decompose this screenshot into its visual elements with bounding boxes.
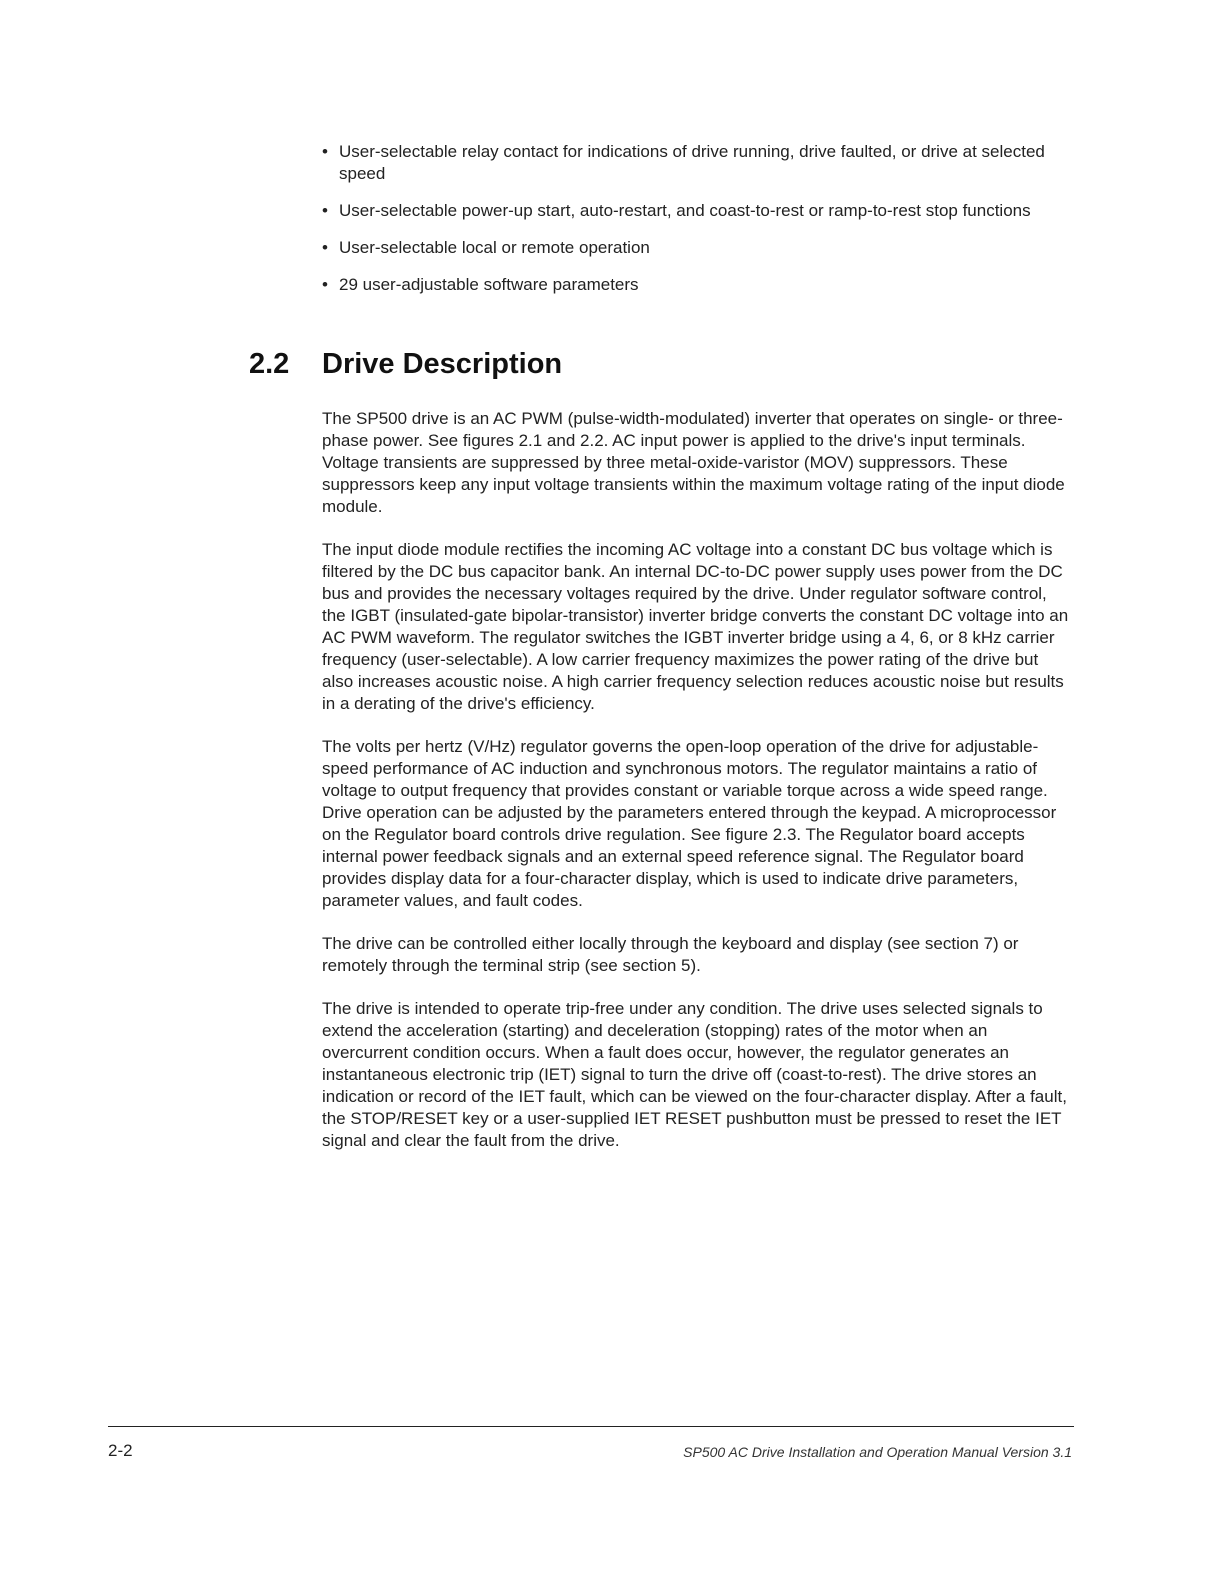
bullet-marker: •: [322, 142, 328, 161]
bullet-text: 29 user-adjustable software parameters: [339, 275, 639, 294]
bullet-item: [322, 200, 1064, 222]
paragraph: The drive is intended to operate trip-free under any condition. The drive uses selected signals to extend the acceleration (starting) and deceleration (stopping) rates of the motor when an overcurrent condition occurs. When a fault does occur, however, the regulator generates an instantaneous electronic trip (IET) signal to turn the drive off (coast-to-rest). The drive stores an indication or record of the IET fault, which can be viewed on the four-character display. After a fault, the STOP/RESET key or a user-supplied IET RESET pushbutton must be pressed to reset the IET signal and clear the fault from the drive.: [322, 999, 1067, 1150]
section-heading: [249, 345, 1069, 383]
footer-manual-title: SP500 AC Drive Installation and Operation Manual Version 3.1: [683, 1444, 1072, 1460]
bullet-marker: •: [322, 275, 328, 294]
paragraph: The input diode module rectifies the incoming AC voltage into a constant DC bus voltage which is filtered by the DC bus capacitor bank. An internal DC-to-DC power supply uses power from the DC bus and provides the necessary voltages required by the drive. Under regulator software control, the IGBT (insulated-gate bipolar-transistor) inverter bridge converts the constant DC voltage into an AC PWM waveform. The regulator switches the IGBT inverter bridge using a 4, 6, or 8 kHz carrier frequency (user-selectable). A low carrier frequency maximizes the power rating of the drive but also increases acoustic noise. A high carrier frequency selection reduces acoustic noise but results in a derating of the drive's efficiency.: [322, 540, 1069, 713]
bullet-marker: •: [322, 201, 328, 220]
bullet-text: User-selectable relay contact for indications of drive running, drive faulted, or drive at selected speed: [339, 142, 1045, 183]
paragraph: The volts per hertz (V/Hz) regulator governs the open-loop operation of the drive for adjustable-speed performance of AC induction and synchronous motors. The regulator maintains a ratio of voltage to output frequency that provides constant or variable torque across a wide speed range. Drive operation can be adjusted by the parameters entered through the keypad. A microprocessor on the Regulator board controls drive regulation. See figure 2.3. The Regulator board accepts internal power feedback signals and an external speed reference signal. The Regulator board provides display data for a four-character display, which is used to indicate drive parameters, parameter values, and fault codes.: [322, 737, 1057, 910]
bullet-item: [322, 274, 1064, 296]
footer-divider: [108, 1426, 1074, 1427]
section-number: 2.2: [249, 348, 290, 380]
feature-bullet-list: [322, 141, 1064, 311]
page-number: 2-2: [108, 1441, 133, 1460]
section-body: [322, 408, 1070, 1173]
section-title: Drive Description: [322, 348, 563, 380]
bullet-text: User-selectable local or remote operation: [339, 238, 650, 257]
bullet-text: User-selectable power-up start, auto-restart, and coast-to-rest or ramp-to-rest stop functions: [339, 201, 1031, 220]
bullet-item: [322, 237, 1064, 259]
bullet-item: [322, 141, 1064, 185]
paragraph: The SP500 drive is an AC PWM (pulse-width-modulated) inverter that operates on single- or three-phase power. See figures 2.1 and 2.2. AC input power is applied to the drive's input terminals. Voltage transients are suppressed by three metal-oxide-varistor (MOV) suppressors. These suppressors keep any input voltage transients within the maximum voltage rating of the input diode module.: [322, 409, 1065, 516]
paragraph: The drive can be controlled either locally through the keyboard and display (see section 7) or remotely through the terminal strip (see section 5).: [322, 934, 1019, 975]
bullet-marker: •: [322, 238, 328, 257]
